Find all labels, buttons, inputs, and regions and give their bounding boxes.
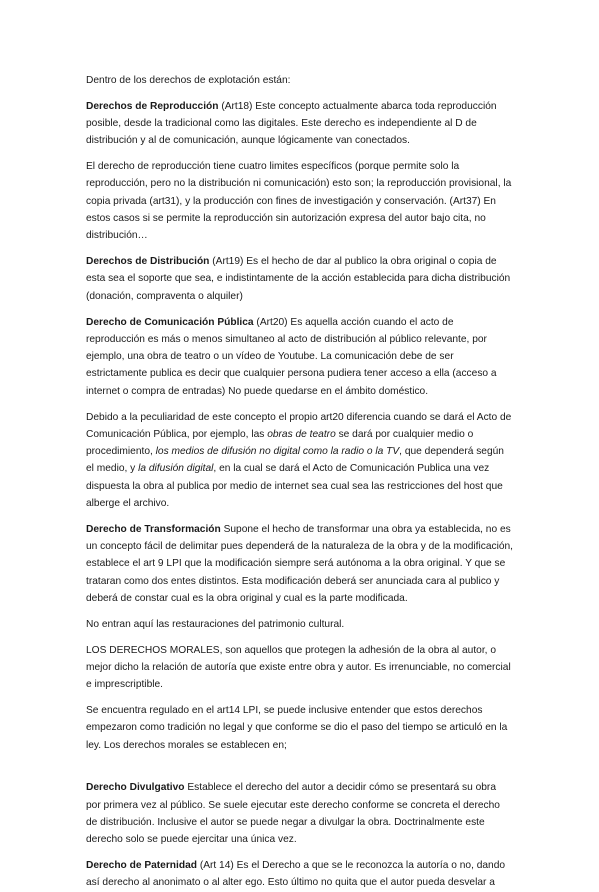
divulgativo-paragraph bbox=[86, 779, 513, 848]
distribucion-text: Es el hecho de dar al publico la obra original o copia de esta sea el soporte que sea, e indistintamente de la acción establecida para dicha distribución (donación, compraventa o alquiler) bbox=[86, 256, 511, 302]
regulado-paragraph: Se encuentra regulado en el art14 LPI, se puede inclusive entender que estos derechos empezaron como tradición no legal y que conforme se dio el paso del tiempo se articuló en la ley. Los derechos morales se establecen en; bbox=[86, 705, 508, 751]
morales-paragraph: LOS DERECHOS MORALES, son aquellos que protegen la adhesión de la obra al autor, o mejor dicho la relación de autoría que existe entre obra y autor. Es irrenunciable, no comercial e imprescriptible. bbox=[86, 644, 511, 691]
peculiaridad-part4: , en la cual se dará el Acto de Comunicación Publica una vez dispuesta la obra al publica por medio de internet sea cual sea las restricciones del host que alberge el archivo. bbox=[86, 463, 503, 510]
comunicacion-paragraph bbox=[86, 314, 513, 400]
reproduccion-paragraph bbox=[86, 98, 513, 150]
transformacion-paragraph bbox=[86, 521, 513, 607]
divulgativo-heading: Derecho Divulgativo bbox=[86, 782, 185, 794]
peculiaridad-italic1: obras de teatro bbox=[267, 428, 336, 440]
paternidad-heading: Derecho de Paternidad bbox=[86, 860, 197, 872]
paternidad-paragraph bbox=[86, 857, 513, 892]
divulgativo-text: Establece el derecho del autor a decidir cómo se presentará su obra por primera vez al público. Se suele ejecutar este derecho conforme se concreta el derecho de distribución. Inclusive el autor se puede negar a divulgar la obra. Doctrinalmente este derecho solo se puede ejercitar una única vez. bbox=[86, 782, 500, 846]
paternidad-text: Es el Derecho a que se le reconozca la autoría o no, dando así derecho al anonimato o al alter ego. Esto último no quita que el autor pueda desvelar a bbox=[86, 860, 506, 889]
transformacion-text: Supone el hecho de transformar una obra ya establecida, no es un concepto fácil de delimitar pues dependerá de la naturaleza de la obra y de la modificación, establece el art 9 LPI que la modificación siempre será autónoma a la obra original. Y que se trataran como dos entes distintos. Esta modificación deberá ser anunciada cara al publico y deberá de constar cual es la obra original y cual es la parte modificada. bbox=[86, 523, 514, 605]
restauraciones-paragraph: No entran aquí las restauraciones del patrimonio cultural. bbox=[86, 618, 345, 630]
paternidad-ref: (Art 14) bbox=[199, 860, 234, 872]
comunicacion-ref: (Art20) bbox=[256, 316, 288, 328]
comunicacion-heading: Derecho de Comunicación Pública bbox=[86, 316, 254, 328]
peculiaridad-italic3: la difusión digital bbox=[138, 463, 214, 475]
distribucion-heading: Derechos de Distribución bbox=[86, 256, 210, 268]
peculiaridad-paragraph bbox=[86, 409, 513, 513]
peculiaridad-italic2: los medios de difusión no digital como la radio o la TV bbox=[155, 446, 400, 458]
intro-paragraph: Dentro de los derechos de explotación están: bbox=[86, 75, 291, 86]
transformacion-heading: Derecho de Transformación bbox=[86, 523, 221, 535]
peculiaridad-part1: Debido a la peculiaridad de este concepto el propio art20 diferencia cuando se dará el Acto de Comunicación Pública, por ejemplo, las bbox=[86, 411, 512, 440]
peculiaridad-part2: se dará por cualquier medio o procedimiento, bbox=[86, 428, 474, 458]
comunicacion-text: Es aquella acción cuando el acto de reproducción es más o menos simultaneo al acto de distribución al público relevante, por ejemplo, una obra de teatro o un vídeo de Youtube. La comunicación debe de ser estrictamente publica es decir que cualquier persona pudiera tener acceso a ella (acceso a internet o compra de entradas) No puede quedarse en el ámbito doméstico. bbox=[86, 316, 497, 397]
blank-line bbox=[86, 762, 513, 779]
distribucion-paragraph bbox=[86, 253, 513, 305]
reproduccion-text: Este concepto actualmente abarca toda reproducción posible, desde la tradicional como las digitales. Este derecho es independiente al D de distribución y al de comunicación, aunque lógicamente van conectados. bbox=[86, 100, 497, 147]
distribucion-ref: (Art19) bbox=[212, 256, 244, 268]
reproduccion-ref: (Art18) bbox=[221, 100, 253, 112]
peculiaridad-part3: , que dependerá según el medio, y bbox=[86, 446, 504, 475]
limites-paragraph: El derecho de reproducción tiene cuatro limites específicos (porque permite solo la reproducción, pero no la distribución ni comunicación) esto son; la reproducción provisional, la copia privada (art31), y la producción con fines de investigación y conservación. (Art37) En estos casos si se permite la reproducción sin autorización expresa del autor bajo cita, no distribución… bbox=[86, 161, 512, 242]
reproduccion-heading: Derechos de Reproducción bbox=[86, 100, 219, 112]
